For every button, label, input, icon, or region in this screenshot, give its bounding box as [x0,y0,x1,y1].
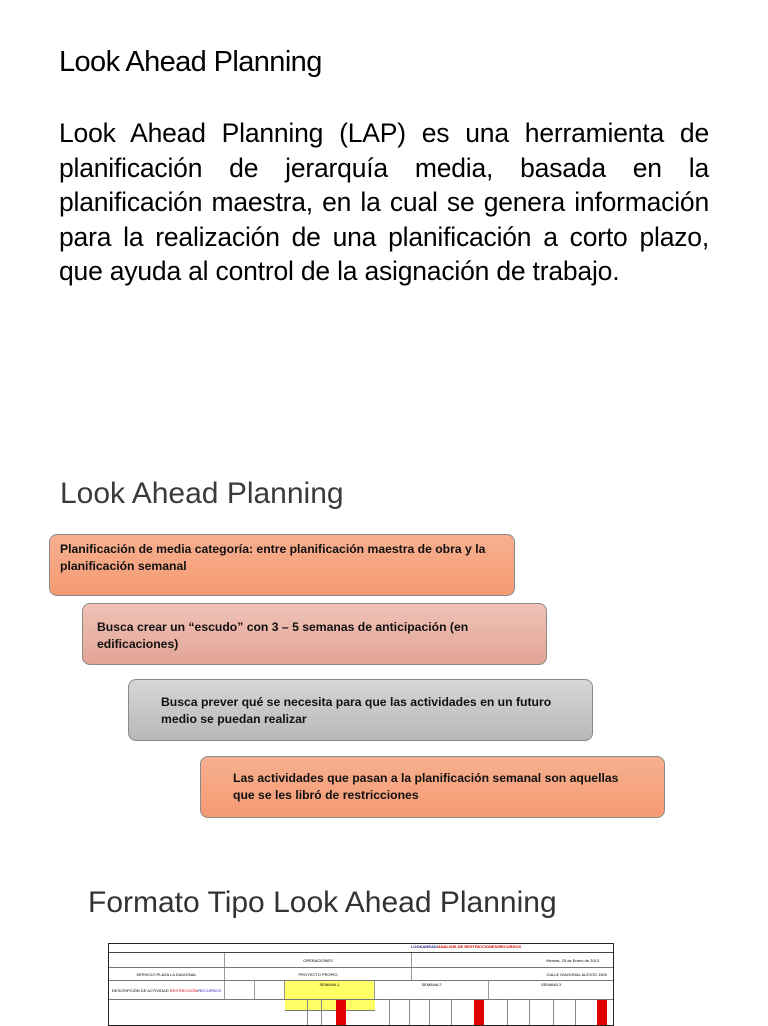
lookahead-spreadsheet-image [108,943,614,1026]
step-box-1: Planificación de media categoría: entre planificación maestra de obra y la planificación semanal [49,534,515,596]
sheet-header-a: LOOKAHEAD/ [410,944,438,949]
sheet-red-cell [336,1000,346,1025]
sheet-header-b: ANÁLISIS DE RESTRICCIONES/RECURSOS [437,944,521,949]
sheet-cell-servicio: SERVICIO PLAZA LA DIAGONAL [109,968,225,980]
sheet-cell-calle: CALLE DIAGONAL ALEJOS 1500 [546,972,607,977]
sheet-recursos-text: RECURSOS [198,988,222,993]
sheet-gridline [307,999,308,1025]
step-box-3: Busca prever qué se necesita para que las actividades en un futuro medio se puedan realizar [128,679,593,741]
sheet-gridline [575,999,576,1025]
sheet-cell-desc: DESCRIPCIÓN DE ACTIVIDAD RESTRICCIÓN/RECURSOS [109,981,225,999]
sheet-cell-semana-1: SEMANA 1 [285,981,375,999]
sheet-gridline [529,999,530,1025]
sheet-row-2 [109,968,613,981]
slide1-title: Look Ahead Planning [59,46,322,78]
step-box-4: Las actividades que pasan a la planificación semanal son aquellas que se les libró de restricciones [200,756,665,818]
sheet-gridline [451,999,452,1025]
sheet-gridline [389,999,390,1025]
sheet-cell-operaciones: OPERACIONES [225,953,412,967]
sheet-header [109,944,613,953]
sheet-restriccion-text: RESTRICCIÓN [169,988,198,993]
sheet-gridline [409,999,410,1025]
sheet-desc-text: DESCRIPCIÓN DE ACTIVIDAD [111,988,169,993]
sheet-gridline [507,999,508,1025]
sheet-red-cell [474,1000,484,1025]
sheet-cell [255,981,285,999]
sheet-cell-semana-3: SEMANA 3 [540,982,561,987]
sheet-gridline [429,999,430,1025]
sheet-cell-proyecto: PROYECTO PROPIO [225,968,412,980]
sheet-cell-date: Viernes, 25 de Enero de 2013 [545,958,599,963]
sheet-gridline [553,999,554,1025]
slide3-title: Formato Tipo Look Ahead Planning [88,886,557,919]
sheet-cell-semana-2: SEMANA 2 [375,981,489,999]
sheet-gridline [321,999,322,1025]
slide2-title: Look Ahead Planning [60,477,344,510]
sheet-cell [225,981,255,999]
sheet-red-cell [597,1000,607,1025]
sheet-cell [109,953,225,967]
sheet-row-3 [109,981,613,1000]
sheet-yellow-row [285,1000,375,1011]
slide1-paragraph: Look Ahead Planning (LAP) es una herramienta de planificación de jerarquía media, basada en la planificación maestra, en la cual se genera información para la realización de una planificación a corto plazo, que ayuda al control de la asignación de trabajo. [59,118,709,286]
sheet-row-1 [109,953,613,968]
step-box-2: Busca crear un “escudo” con 3 – 5 semanas de anticipación (en edificaciones) [82,603,547,665]
